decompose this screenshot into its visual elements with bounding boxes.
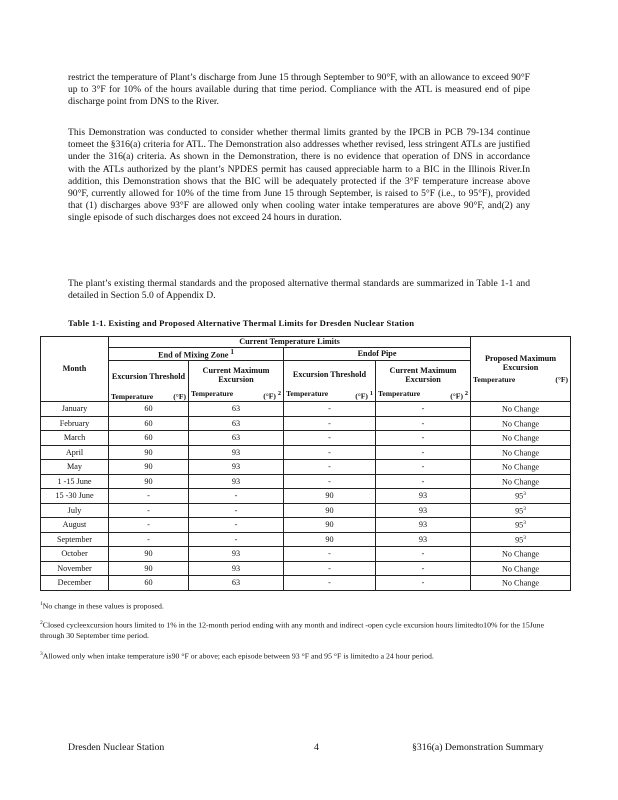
footnote-ref: 3 bbox=[523, 520, 527, 527]
paragraph-2: This Demonstration was conducted to consider whether thermal limits granted by the IPCB in PCB 79-134 continue tomeet the §316(a) criteria for ATL. The Demonstration also addresses whether revised, less stringent ATLs are justified under the 316(a) criteria. As shown in the Demonstration, there is no evidence that operation of DNS in accordance with the ATLs authorized by the plant’s NPDES permit has caused appreciable harm to a BIC in the Illinois River.In addition, this Demonstration shows that the BIC will be adequately protected if the 3°F temperature increase above 90°F, currently allowed for 10% of the time from June 15 through September, is raised to 5°F (i.e., to 95°F), provided that (1) discharges above 93°F are allowed only when cooling water intake temperatures are above 90°F, and(2) any single episode of such discharges does not exceed 24 hours in duration. bbox=[68, 127, 530, 224]
end-of-mixing-zone-label: End of Mixing Zone bbox=[158, 350, 229, 360]
eop-threshold-cell: - bbox=[284, 576, 376, 591]
emz-max-cell: - bbox=[189, 518, 284, 533]
eop-threshold-cell: - bbox=[284, 416, 376, 431]
table-row bbox=[41, 561, 571, 576]
emz-max-label: Current Maximum Excursion bbox=[202, 365, 270, 385]
proposed-value: No Change bbox=[502, 564, 540, 574]
eop-threshold-cell: - bbox=[284, 431, 376, 446]
emz-threshold-cell: - bbox=[109, 532, 189, 547]
emz-max-cell: 93 bbox=[189, 445, 284, 460]
end-of-pipe-header: Endof Pipe bbox=[284, 348, 471, 361]
proposed-value: 95 bbox=[515, 492, 524, 502]
end-of-mixing-zone-header bbox=[109, 348, 284, 361]
emz-threshold-cell: 60 bbox=[109, 416, 189, 431]
eop-max-cell: 93 bbox=[376, 503, 471, 518]
emz-max-header bbox=[189, 361, 284, 402]
month-cell: 15 -30 June bbox=[41, 489, 109, 504]
eop-threshold-header bbox=[284, 361, 376, 402]
proposed-cell bbox=[471, 518, 571, 533]
proposed-cell bbox=[471, 460, 571, 475]
emz-max-cell: 93 bbox=[189, 547, 284, 562]
month-cell: January bbox=[41, 402, 109, 417]
proposed-cell bbox=[471, 532, 571, 547]
eop-threshold-label: Excursion Threshold bbox=[292, 370, 367, 380]
unit-label: (°F) bbox=[263, 391, 276, 401]
table-row bbox=[41, 402, 571, 417]
month-header: Month bbox=[41, 337, 109, 402]
emz-max-cell: - bbox=[189, 532, 284, 547]
footnote-ref: 2 bbox=[277, 390, 281, 398]
footnote-ref: 3 bbox=[523, 491, 527, 498]
table-row bbox=[41, 532, 571, 547]
emz-max-cell: 93 bbox=[189, 474, 284, 489]
table-row bbox=[41, 547, 571, 562]
proposed-value: No Change bbox=[502, 419, 540, 429]
temperature-label: Temperature bbox=[378, 389, 421, 399]
table-row bbox=[41, 416, 571, 431]
eop-threshold-cell: - bbox=[284, 460, 376, 475]
table-row bbox=[41, 445, 571, 460]
eop-threshold-cell: - bbox=[284, 561, 376, 576]
footnote-ref: 1 bbox=[369, 390, 373, 398]
proposed-cell bbox=[471, 431, 571, 446]
proposed-value: No Change bbox=[502, 448, 540, 458]
proposed-cell bbox=[471, 561, 571, 576]
paragraph-1: restrict the temperature of Plant’s discharge from June 15 through September to 90°F, with an allowance to exceed 90°F up to 3°F for 10% of the hours available during that time period. Compliance with the ATL is measured end of pipe discharge point from DNS to the River. bbox=[68, 72, 530, 108]
footnote-3 bbox=[40, 649, 570, 662]
emz-max-cell: 63 bbox=[189, 576, 284, 591]
eop-threshold-cell: - bbox=[284, 402, 376, 417]
footer-right: §316(a) Demonstration Summary bbox=[412, 742, 544, 753]
eop-max-cell: - bbox=[376, 402, 471, 417]
footer-left: Dresden Nuclear Station bbox=[68, 742, 165, 753]
proposed-cell bbox=[471, 576, 571, 591]
emz-max-cell: - bbox=[189, 503, 284, 518]
proposed-value: No Change bbox=[502, 550, 540, 560]
footnote-text: Allowed only when intake temperature is90 °F or above; each episode between 93 °F and 95 °F is limitedto a 24 hour period. bbox=[42, 651, 434, 661]
month-cell: December bbox=[41, 576, 109, 591]
proposed-value: 95 bbox=[515, 521, 524, 531]
table-row bbox=[41, 460, 571, 475]
emz-threshold-cell: 90 bbox=[109, 445, 189, 460]
table-row bbox=[41, 489, 571, 504]
eop-max-header bbox=[376, 361, 471, 402]
table-row bbox=[41, 576, 571, 591]
emz-threshold-cell: 60 bbox=[109, 576, 189, 591]
eop-max-cell: - bbox=[376, 576, 471, 591]
table-caption: Table 1-1. Existing and Proposed Alternative Thermal Limits for Dresden Nuclear Station bbox=[68, 318, 415, 328]
emz-max-cell: 63 bbox=[189, 402, 284, 417]
temperature-label: Temperature bbox=[111, 391, 154, 401]
eop-threshold-cell: - bbox=[284, 547, 376, 562]
eop-max-label: Current Maximum Excursion bbox=[389, 365, 457, 385]
eop-max-cell: 93 bbox=[376, 489, 471, 504]
emz-threshold-cell: - bbox=[109, 503, 189, 518]
eop-max-cell: - bbox=[376, 547, 471, 562]
emz-threshold-cell: 60 bbox=[109, 431, 189, 446]
month-cell: August bbox=[41, 518, 109, 533]
month-cell: 1 -15 June bbox=[41, 474, 109, 489]
footnote-ref: 1 bbox=[230, 349, 234, 356]
eop-threshold-cell: - bbox=[284, 445, 376, 460]
unit-label: (°F) bbox=[355, 391, 368, 401]
emz-max-cell: 63 bbox=[189, 416, 284, 431]
footnote-number: 1 bbox=[40, 601, 43, 607]
page-number: 4 bbox=[314, 742, 319, 753]
footnote-ref: 3 bbox=[523, 534, 527, 541]
eop-max-cell: - bbox=[376, 445, 471, 460]
proposed-cell bbox=[471, 416, 571, 431]
proposed-value: 95 bbox=[515, 506, 524, 516]
emz-threshold-cell: 90 bbox=[109, 547, 189, 562]
proposed-cell bbox=[471, 489, 571, 504]
emz-threshold-cell: - bbox=[109, 489, 189, 504]
footnote-text: Closed cycleexcursion hours limited to 1% in the 12-month period ending with any month and indirect -open cycle excursion hours limitedto10% for the 15June through 30 September time period. bbox=[40, 620, 545, 640]
table-row bbox=[41, 503, 571, 518]
table-row bbox=[41, 518, 571, 533]
footnote-number: 2 bbox=[40, 620, 43, 626]
footnote-2 bbox=[40, 618, 570, 641]
thermal-limits-table bbox=[40, 336, 571, 591]
proposed-value: No Change bbox=[502, 477, 540, 487]
emz-max-cell: - bbox=[189, 489, 284, 504]
emz-threshold-cell: 90 bbox=[109, 474, 189, 489]
table-row bbox=[41, 474, 571, 489]
proposed-cell bbox=[471, 402, 571, 417]
unit-label: (°F) bbox=[450, 391, 463, 401]
proposed-cell bbox=[471, 445, 571, 460]
paragraph-3: The plant’s existing thermal standards and the proposed alternative thermal standards are summarized in Table 1-1 and detailed in Section 5.0 of Appendix D. bbox=[68, 278, 530, 302]
emz-max-cell: 93 bbox=[189, 561, 284, 576]
eop-max-cell: 93 bbox=[376, 532, 471, 547]
unit-label: (°F) bbox=[173, 391, 186, 401]
month-cell: July bbox=[41, 503, 109, 518]
proposed-cell bbox=[471, 503, 571, 518]
emz-threshold-cell: - bbox=[109, 518, 189, 533]
emz-threshold-header bbox=[109, 361, 189, 402]
eop-max-cell: - bbox=[376, 561, 471, 576]
emz-threshold-cell: 90 bbox=[109, 460, 189, 475]
proposed-label: Proposed Maximum Excursion bbox=[485, 353, 557, 373]
eop-max-cell: - bbox=[376, 416, 471, 431]
eop-max-cell: - bbox=[376, 474, 471, 489]
month-cell: October bbox=[41, 547, 109, 562]
eop-max-cell: 93 bbox=[376, 518, 471, 533]
month-cell: November bbox=[41, 561, 109, 576]
current-limits-header: Current Temperature Limits bbox=[109, 337, 471, 348]
eop-threshold-cell: 90 bbox=[284, 489, 376, 504]
proposed-value: 95 bbox=[515, 535, 524, 545]
emz-threshold-cell: 90 bbox=[109, 561, 189, 576]
eop-threshold-cell: - bbox=[284, 474, 376, 489]
month-cell: September bbox=[41, 532, 109, 547]
proposed-cell bbox=[471, 474, 571, 489]
footnote-number: 3 bbox=[40, 651, 43, 657]
footnote-1 bbox=[40, 599, 570, 612]
emz-max-cell: 63 bbox=[189, 431, 284, 446]
proposed-value: No Change bbox=[502, 579, 540, 589]
emz-max-cell: 93 bbox=[189, 460, 284, 475]
month-cell: May bbox=[41, 460, 109, 475]
proposed-cell bbox=[471, 547, 571, 562]
month-cell: February bbox=[41, 416, 109, 431]
footnote-text: No change in these values is proposed. bbox=[42, 601, 164, 611]
footnote-ref: 2 bbox=[464, 390, 469, 398]
emz-threshold-cell: 60 bbox=[109, 402, 189, 417]
table-row bbox=[41, 431, 571, 446]
month-cell: April bbox=[41, 445, 109, 460]
emz-threshold-label: Excursion Threshold bbox=[111, 371, 186, 381]
eop-max-cell: - bbox=[376, 460, 471, 475]
unit-label: (°F) bbox=[555, 374, 569, 384]
temperature-label: Temperature bbox=[473, 374, 516, 384]
temperature-label: Temperature bbox=[286, 389, 329, 399]
proposed-value: No Change bbox=[502, 434, 540, 444]
month-cell: March bbox=[41, 431, 109, 446]
proposed-value: No Change bbox=[502, 463, 540, 473]
footnote-ref: 3 bbox=[523, 505, 527, 512]
eop-threshold-cell: 90 bbox=[284, 518, 376, 533]
eop-threshold-cell: 90 bbox=[284, 532, 376, 547]
eop-threshold-cell: 90 bbox=[284, 503, 376, 518]
proposed-header bbox=[471, 337, 571, 402]
temperature-label: Temperature bbox=[191, 389, 234, 399]
eop-max-cell: - bbox=[376, 431, 471, 446]
proposed-value: No Change bbox=[502, 405, 540, 415]
